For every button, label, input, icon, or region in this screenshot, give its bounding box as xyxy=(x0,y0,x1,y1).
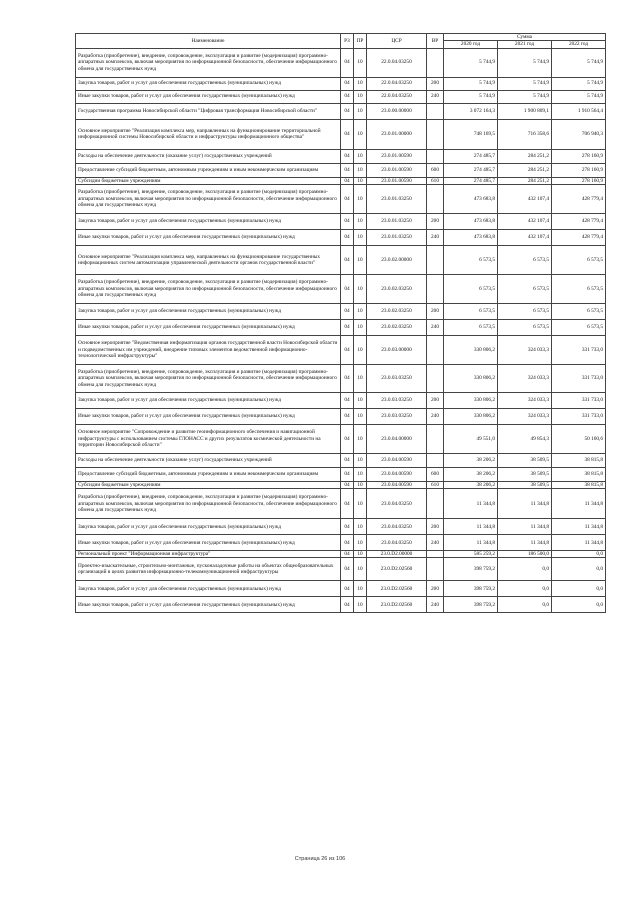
cell-csr: 22.0.04.03250 xyxy=(367,77,427,90)
cell-name: Иные закупки товаров, работ и услуг для обеспечения государственных (муниципальных) нужд xyxy=(76,535,341,551)
cell-2020: 398 759,2 xyxy=(444,558,498,581)
table-header xyxy=(76,34,606,49)
cell-csr: 23.0.D2.02560 xyxy=(367,597,427,613)
cell-2021: 432 107,4 xyxy=(498,213,552,229)
cell-rz: 04 xyxy=(341,481,354,488)
cell-vr xyxy=(427,149,444,163)
cell-pr: 10 xyxy=(354,303,367,319)
cell-pr: 10 xyxy=(354,581,367,597)
table-row xyxy=(76,245,606,274)
cell-2021: 6 573,5 xyxy=(498,245,552,274)
cell-csr: 23.0.01.00590 xyxy=(367,149,427,163)
cell-2021: 11 344,8 xyxy=(498,535,552,551)
cell-2021: 186 500,0 xyxy=(498,551,552,558)
cell-2022: 38 815,8 xyxy=(552,453,606,467)
cell-csr: 23.0.01.00590 xyxy=(367,163,427,177)
cell-2020: 11 344,8 xyxy=(444,519,498,535)
cell-2020: 473 683,8 xyxy=(444,213,498,229)
cell-pr: 10 xyxy=(354,481,367,488)
cell-rz: 04 xyxy=(341,408,354,424)
cell-rz: 04 xyxy=(341,319,354,335)
cell-vr xyxy=(427,103,444,119)
cell-2020: 473 683,8 xyxy=(444,229,498,245)
cell-rz: 04 xyxy=(341,489,354,519)
cell-rz: 04 xyxy=(341,163,354,177)
cell-2021: 432 107,4 xyxy=(498,229,552,245)
cell-rz: 04 xyxy=(341,48,354,77)
cell-name: Закупка товаров, работ и услуг для обеспечения государственных (муниципальных) нужд xyxy=(76,581,341,597)
cell-pr: 10 xyxy=(354,535,367,551)
cell-2021: 38 509,5 xyxy=(498,481,552,488)
cell-2020: 6 573,5 xyxy=(444,245,498,274)
cell-2020: 274 485,7 xyxy=(444,163,498,177)
cell-rz: 04 xyxy=(341,392,354,408)
cell-name: Иные закупки товаров, работ и услуг для обеспечения государственных (муниципальных) нужд xyxy=(76,597,341,613)
cell-rz: 04 xyxy=(341,558,354,581)
cell-2021: 324 033,3 xyxy=(498,335,552,364)
cell-2020: 6 573,5 xyxy=(444,274,498,303)
cell-2022: 6 573,5 xyxy=(552,274,606,303)
cell-pr: 10 xyxy=(354,467,367,481)
cell-rz: 04 xyxy=(341,535,354,551)
cell-pr: 10 xyxy=(354,424,367,453)
cell-name: Региональный проект "Информационная инфраструктура" xyxy=(76,551,341,558)
cell-name: Предоставление субсидий бюджетным, автономным учреждениям и иным некоммерческим организациям xyxy=(76,467,341,481)
cell-csr: 23.0.04.00000 xyxy=(367,424,427,453)
cell-csr: 23.0.04.00590 xyxy=(367,467,427,481)
cell-pr: 10 xyxy=(354,90,367,103)
table-row xyxy=(76,467,606,481)
table-row xyxy=(76,274,606,303)
cell-2020: 585 259,2 xyxy=(444,551,498,558)
cell-2022: 331 733,0 xyxy=(552,408,606,424)
cell-2021: 38 509,5 xyxy=(498,453,552,467)
cell-2021: 6 573,5 xyxy=(498,274,552,303)
cell-2022: 278 160,9 xyxy=(552,177,606,184)
cell-vr xyxy=(427,489,444,519)
cell-vr xyxy=(427,364,444,392)
cell-rz: 04 xyxy=(341,364,354,392)
header-sum: Сумма xyxy=(444,34,606,41)
cell-csr: 23.0.01.03250 xyxy=(367,213,427,229)
cell-rz: 04 xyxy=(341,90,354,103)
page-number: Страница 26 из 106 xyxy=(294,856,346,862)
cell-vr: 240 xyxy=(427,597,444,613)
cell-2021: 324 033,3 xyxy=(498,364,552,392)
cell-csr: 23.0.03.00000 xyxy=(367,335,427,364)
cell-vr xyxy=(427,274,444,303)
header-name: Наименование xyxy=(76,34,341,49)
cell-2022: 331 733,0 xyxy=(552,392,606,408)
cell-2022: 5 744,9 xyxy=(552,90,606,103)
cell-name: Предоставление субсидий бюджетным, автономным учреждениям и иным некоммерческим организациям xyxy=(76,163,341,177)
cell-csr: 23.0.01.00590 xyxy=(367,177,427,184)
cell-rz: 04 xyxy=(341,103,354,119)
cell-vr xyxy=(427,424,444,453)
cell-2022: 5 744,9 xyxy=(552,48,606,77)
table-row xyxy=(76,597,606,613)
cell-2020: 330 806,2 xyxy=(444,408,498,424)
cell-rz: 04 xyxy=(341,303,354,319)
cell-2020: 330 806,2 xyxy=(444,335,498,364)
cell-name: Расходы на обеспечение деятельности (оказание услуг) государственных учреждений xyxy=(76,453,341,467)
cell-name: Основное мероприятие "Реализация комплекса мер, направленных на функционирование территориальной информационной системы Новосибирской области и инфраструктуры информационного общества" xyxy=(76,119,341,149)
cell-2022: 11 344,8 xyxy=(552,489,606,519)
cell-pr: 10 xyxy=(354,229,367,245)
cell-pr: 10 xyxy=(354,177,367,184)
table-row xyxy=(76,489,606,519)
cell-vr: 600 xyxy=(427,467,444,481)
cell-rz: 04 xyxy=(341,453,354,467)
cell-name: Разработка (приобретение), внедрение, сопровождение, эксплуатация и развитие (модернизация) программно-аппаратных комплексов, включая мероприятия по информационной безопасности, обеспечение информационного обмена для государственных нужд xyxy=(76,489,341,519)
cell-pr: 10 xyxy=(354,184,367,213)
cell-rz: 04 xyxy=(341,119,354,149)
cell-2021: 49 854,3 xyxy=(498,424,552,453)
cell-csr: 23.0.01.03250 xyxy=(367,184,427,213)
cell-csr: 23.0.03.03250 xyxy=(367,408,427,424)
cell-2020: 473 683,8 xyxy=(444,184,498,213)
cell-csr: 22.0.04.03250 xyxy=(367,90,427,103)
cell-vr: 610 xyxy=(427,481,444,488)
cell-2020: 5 744,9 xyxy=(444,48,498,77)
cell-vr: 240 xyxy=(427,535,444,551)
cell-2020: 6 573,5 xyxy=(444,319,498,335)
table-body xyxy=(76,48,606,613)
cell-2021: 5 744,9 xyxy=(498,90,552,103)
cell-vr: 600 xyxy=(427,163,444,177)
table-row xyxy=(76,90,606,103)
cell-2022: 6 573,5 xyxy=(552,319,606,335)
cell-2022: 428 779,4 xyxy=(552,229,606,245)
cell-2020: 49 551,0 xyxy=(444,424,498,453)
table-row xyxy=(76,184,606,213)
header-pr: ПР xyxy=(354,34,367,49)
cell-rz: 04 xyxy=(341,467,354,481)
table-row xyxy=(76,424,606,453)
cell-2020: 38 206,2 xyxy=(444,467,498,481)
cell-rz: 04 xyxy=(341,213,354,229)
table-row xyxy=(76,408,606,424)
cell-2020: 11 344,8 xyxy=(444,535,498,551)
cell-2020: 274 485,7 xyxy=(444,149,498,163)
cell-pr: 10 xyxy=(354,77,367,90)
cell-2021: 5 744,9 xyxy=(498,77,552,90)
cell-pr: 10 xyxy=(354,519,367,535)
cell-csr: 23.0.04.03250 xyxy=(367,489,427,519)
cell-vr xyxy=(427,245,444,274)
cell-vr: 610 xyxy=(427,177,444,184)
cell-2021: 0,0 xyxy=(498,558,552,581)
cell-name: Государственная программа Новосибирской области "Цифровая трансформация Новосибирской области" xyxy=(76,103,341,119)
cell-name: Основное мероприятие "Ведомственная информатизация органов государственной власти Новосибирской области и подведомственных им учреждений, внедрение типовых элементов ведомственной информационно-технологической инфраструктуры" xyxy=(76,335,341,364)
cell-vr xyxy=(427,551,444,558)
cell-rz: 04 xyxy=(341,245,354,274)
cell-2022: 0,0 xyxy=(552,551,606,558)
cell-vr: 200 xyxy=(427,303,444,319)
cell-2020: 274 485,7 xyxy=(444,177,498,184)
cell-2021: 432 107,4 xyxy=(498,184,552,213)
table-row xyxy=(76,303,606,319)
cell-2022: 428 779,4 xyxy=(552,213,606,229)
cell-2020: 38 206,2 xyxy=(444,453,498,467)
cell-pr: 10 xyxy=(354,48,367,77)
cell-2022: 50 160,6 xyxy=(552,424,606,453)
table-row xyxy=(76,229,606,245)
cell-pr: 10 xyxy=(354,551,367,558)
cell-2022: 38 815,8 xyxy=(552,467,606,481)
cell-name: Основное мероприятие "Реализация комплекса мер, направленных на функционирование государственных информационных систем автоматизации управленческой деятельности органов государственной власти" xyxy=(76,245,341,274)
cell-2020: 5 744,9 xyxy=(444,77,498,90)
table-row xyxy=(76,335,606,364)
cell-2022: 11 344,8 xyxy=(552,519,606,535)
cell-rz: 04 xyxy=(341,274,354,303)
cell-2022: 331 733,0 xyxy=(552,335,606,364)
cell-2020: 3 072 164,3 xyxy=(444,103,498,119)
cell-2021: 6 573,5 xyxy=(498,303,552,319)
cell-pr: 10 xyxy=(354,103,367,119)
table-row xyxy=(76,163,606,177)
cell-2022: 0,0 xyxy=(552,597,606,613)
cell-rz: 04 xyxy=(341,77,354,90)
cell-name: Разработка (приобретение), внедрение, сопровождение, эксплуатация и развитие (модернизация) программно-аппаратных комплексов, включая мероприятия по информационной безопасности, обеспечение информационного обмена для государственных нужд xyxy=(76,184,341,213)
cell-2021: 324 033,3 xyxy=(498,392,552,408)
cell-2022: 11 344,8 xyxy=(552,535,606,551)
cell-vr: 240 xyxy=(427,229,444,245)
header-2020: 2020 год xyxy=(444,41,498,48)
cell-pr: 10 xyxy=(354,149,367,163)
table-row xyxy=(76,481,606,488)
cell-rz: 04 xyxy=(341,424,354,453)
cell-vr: 200 xyxy=(427,581,444,597)
cell-csr: 23.0.03.03250 xyxy=(367,364,427,392)
table-row xyxy=(76,535,606,551)
cell-2020: 398 759,2 xyxy=(444,581,498,597)
cell-2022: 6 573,5 xyxy=(552,303,606,319)
cell-pr: 10 xyxy=(354,319,367,335)
cell-2020: 6 573,5 xyxy=(444,303,498,319)
cell-csr: 23.0.01.03250 xyxy=(367,229,427,245)
cell-pr: 10 xyxy=(354,119,367,149)
cell-rz: 04 xyxy=(341,335,354,364)
cell-csr: 23.0.04.00590 xyxy=(367,453,427,467)
cell-pr: 10 xyxy=(354,558,367,581)
cell-pr: 10 xyxy=(354,245,367,274)
cell-2022: 331 733,0 xyxy=(552,364,606,392)
cell-csr: 22.0.04.03250 xyxy=(367,48,427,77)
cell-vr: 240 xyxy=(427,90,444,103)
table-row xyxy=(76,551,606,558)
cell-rz: 04 xyxy=(341,597,354,613)
table-row xyxy=(76,519,606,535)
header-2021: 2021 год xyxy=(498,41,552,48)
cell-2022: 1 910 564,4 xyxy=(552,103,606,119)
cell-2020: 5 744,9 xyxy=(444,90,498,103)
table-row xyxy=(76,364,606,392)
cell-2021: 1 900 809,1 xyxy=(498,103,552,119)
cell-2022: 278 160,9 xyxy=(552,149,606,163)
cell-csr: 23.0.00.00000 xyxy=(367,103,427,119)
cell-name: Субсидии бюджетным учреждениям xyxy=(76,481,341,488)
cell-csr: 23.0.D2.00000 xyxy=(367,551,427,558)
table-row xyxy=(76,392,606,408)
budget-table xyxy=(75,33,606,613)
cell-2021: 0,0 xyxy=(498,597,552,613)
cell-2021: 324 033,3 xyxy=(498,408,552,424)
table-row xyxy=(76,213,606,229)
table-row xyxy=(76,119,606,149)
cell-vr: 240 xyxy=(427,408,444,424)
header-vr: ВР xyxy=(427,34,444,49)
cell-2022: 278 160,9 xyxy=(552,163,606,177)
cell-csr: 23.0.03.03250 xyxy=(367,392,427,408)
cell-vr xyxy=(427,558,444,581)
cell-2021: 11 344,8 xyxy=(498,519,552,535)
cell-csr: 23.0.D2.02560 xyxy=(367,558,427,581)
cell-2021: 284 251,2 xyxy=(498,163,552,177)
cell-csr: 23.0.04.03250 xyxy=(367,535,427,551)
cell-rz: 04 xyxy=(341,184,354,213)
table-row xyxy=(76,581,606,597)
cell-2022: 706 940,3 xyxy=(552,119,606,149)
cell-name: Закупка товаров, работ и услуг для обеспечения государственных (муниципальных) нужд xyxy=(76,303,341,319)
cell-vr xyxy=(427,184,444,213)
cell-name: Иные закупки товаров, работ и услуг для обеспечения государственных (муниципальных) нужд xyxy=(76,319,341,335)
cell-vr: 200 xyxy=(427,392,444,408)
cell-rz: 04 xyxy=(341,581,354,597)
cell-vr: 200 xyxy=(427,77,444,90)
cell-csr: 23.0.02.03250 xyxy=(367,303,427,319)
cell-vr xyxy=(427,335,444,364)
cell-rz: 04 xyxy=(341,519,354,535)
cell-2022: 428 779,4 xyxy=(552,184,606,213)
cell-2021: 11 344,8 xyxy=(498,489,552,519)
cell-pr: 10 xyxy=(354,392,367,408)
cell-2020: 330 806,2 xyxy=(444,392,498,408)
cell-2022: 38 815,8 xyxy=(552,481,606,488)
cell-name: Основное мероприятие "Сопровождение и развитие геоинформационного обеспечения и навигационной инфраструктуры с использованием системы ГЛОНАСС и других результатов космической деятельности на территории Новосибирской области" xyxy=(76,424,341,453)
cell-2021: 716 358,6 xyxy=(498,119,552,149)
cell-name: Разработка (приобретение), внедрение, сопровождение, эксплуатация и развитие (модернизация) программно-аппаратных комплексов, включая мероприятия по информационной безопасности, обеспечение информационного обмена для государственных нужд xyxy=(76,48,341,77)
cell-2022: 0,0 xyxy=(552,558,606,581)
cell-2021: 6 573,5 xyxy=(498,319,552,335)
cell-name: Иные закупки товаров, работ и услуг для обеспечения государственных (муниципальных) нужд xyxy=(76,229,341,245)
cell-name: Проектно-изыскательные, строительно-монтажные, пусконаладочные работы на объектах общеобразовательных организаций в целях развития информационно-телекоммуникационной инфраструктуры xyxy=(76,558,341,581)
cell-rz: 04 xyxy=(341,551,354,558)
cell-2020: 38 206,2 xyxy=(444,481,498,488)
cell-pr: 10 xyxy=(354,364,367,392)
table-row xyxy=(76,177,606,184)
cell-2021: 0,0 xyxy=(498,581,552,597)
cell-2022: 0,0 xyxy=(552,581,606,597)
cell-rz: 04 xyxy=(341,229,354,245)
cell-name: Закупка товаров, работ и услуг для обеспечения государственных (муниципальных) нужд xyxy=(76,392,341,408)
cell-csr: 23.0.02.03250 xyxy=(367,274,427,303)
cell-pr: 10 xyxy=(354,274,367,303)
cell-pr: 10 xyxy=(354,597,367,613)
cell-2020: 330 806,2 xyxy=(444,364,498,392)
cell-2022: 6 573,5 xyxy=(552,245,606,274)
cell-name: Закупка товаров, работ и услуг для обеспечения государственных (муниципальных) нужд xyxy=(76,77,341,90)
cell-name: Закупка товаров, работ и услуг для обеспечения государственных (муниципальных) нужд xyxy=(76,519,341,535)
header-csr: ЦСР xyxy=(367,34,427,49)
cell-name: Субсидии бюджетным учреждениям xyxy=(76,177,341,184)
cell-pr: 10 xyxy=(354,408,367,424)
cell-2021: 284 251,2 xyxy=(498,149,552,163)
table-row xyxy=(76,77,606,90)
table-row xyxy=(76,558,606,581)
cell-pr: 10 xyxy=(354,213,367,229)
header-rz: РЗ xyxy=(341,34,354,49)
cell-pr: 10 xyxy=(354,335,367,364)
table-row xyxy=(76,103,606,119)
cell-name: Расходы на обеспечение деятельности (оказание услуг) государственных учреждений xyxy=(76,149,341,163)
cell-csr: 23.0.01.00000 xyxy=(367,119,427,149)
cell-2022: 5 744,9 xyxy=(552,77,606,90)
cell-csr: 23.0.02.03250 xyxy=(367,319,427,335)
cell-pr: 10 xyxy=(354,489,367,519)
cell-vr: 240 xyxy=(427,319,444,335)
cell-2020: 11 344,8 xyxy=(444,489,498,519)
cell-vr xyxy=(427,48,444,77)
cell-name: Разработка (приобретение), внедрение, сопровождение, эксплуатация и развитие (модернизация) программно-аппаратных комплексов, включая мероприятия по информационной безопасности, обеспечение информационного обмена для государственных нужд xyxy=(76,274,341,303)
cell-csr: 23.0.D2.02560 xyxy=(367,581,427,597)
cell-vr: 200 xyxy=(427,213,444,229)
cell-csr: 23.0.04.03250 xyxy=(367,519,427,535)
cell-vr: 200 xyxy=(427,519,444,535)
cell-2021: 5 744,9 xyxy=(498,48,552,77)
cell-csr: 23.0.04.00590 xyxy=(367,481,427,488)
cell-name: Иные закупки товаров, работ и услуг для обеспечения государственных (муниципальных) нужд xyxy=(76,408,341,424)
cell-2020: 398 759,2 xyxy=(444,597,498,613)
cell-rz: 04 xyxy=(341,149,354,163)
cell-csr: 23.0.02.00000 xyxy=(367,245,427,274)
table-row xyxy=(76,48,606,77)
cell-vr xyxy=(427,119,444,149)
header-2022: 2022 год xyxy=(552,41,606,48)
cell-name: Закупка товаров, работ и услуг для обеспечения государственных (муниципальных) нужд xyxy=(76,213,341,229)
cell-vr xyxy=(427,453,444,467)
cell-name: Разработка (приобретение), внедрение, сопровождение, эксплуатация и развитие (модернизация) программно-аппаратных комплексов, включая мероприятия по информационной безопасности, обеспечение информационного обмена для государственных нужд xyxy=(76,364,341,392)
table-row xyxy=(76,453,606,467)
cell-pr: 10 xyxy=(354,163,367,177)
table-row xyxy=(76,319,606,335)
cell-2020: 748 169,5 xyxy=(444,119,498,149)
cell-pr: 10 xyxy=(354,453,367,467)
cell-2021: 38 509,5 xyxy=(498,467,552,481)
cell-rz: 04 xyxy=(341,177,354,184)
cell-2021: 284 251,2 xyxy=(498,177,552,184)
cell-name: Иные закупки товаров, работ и услуг для обеспечения государственных (муниципальных) нужд xyxy=(76,90,341,103)
table-row xyxy=(76,149,606,163)
